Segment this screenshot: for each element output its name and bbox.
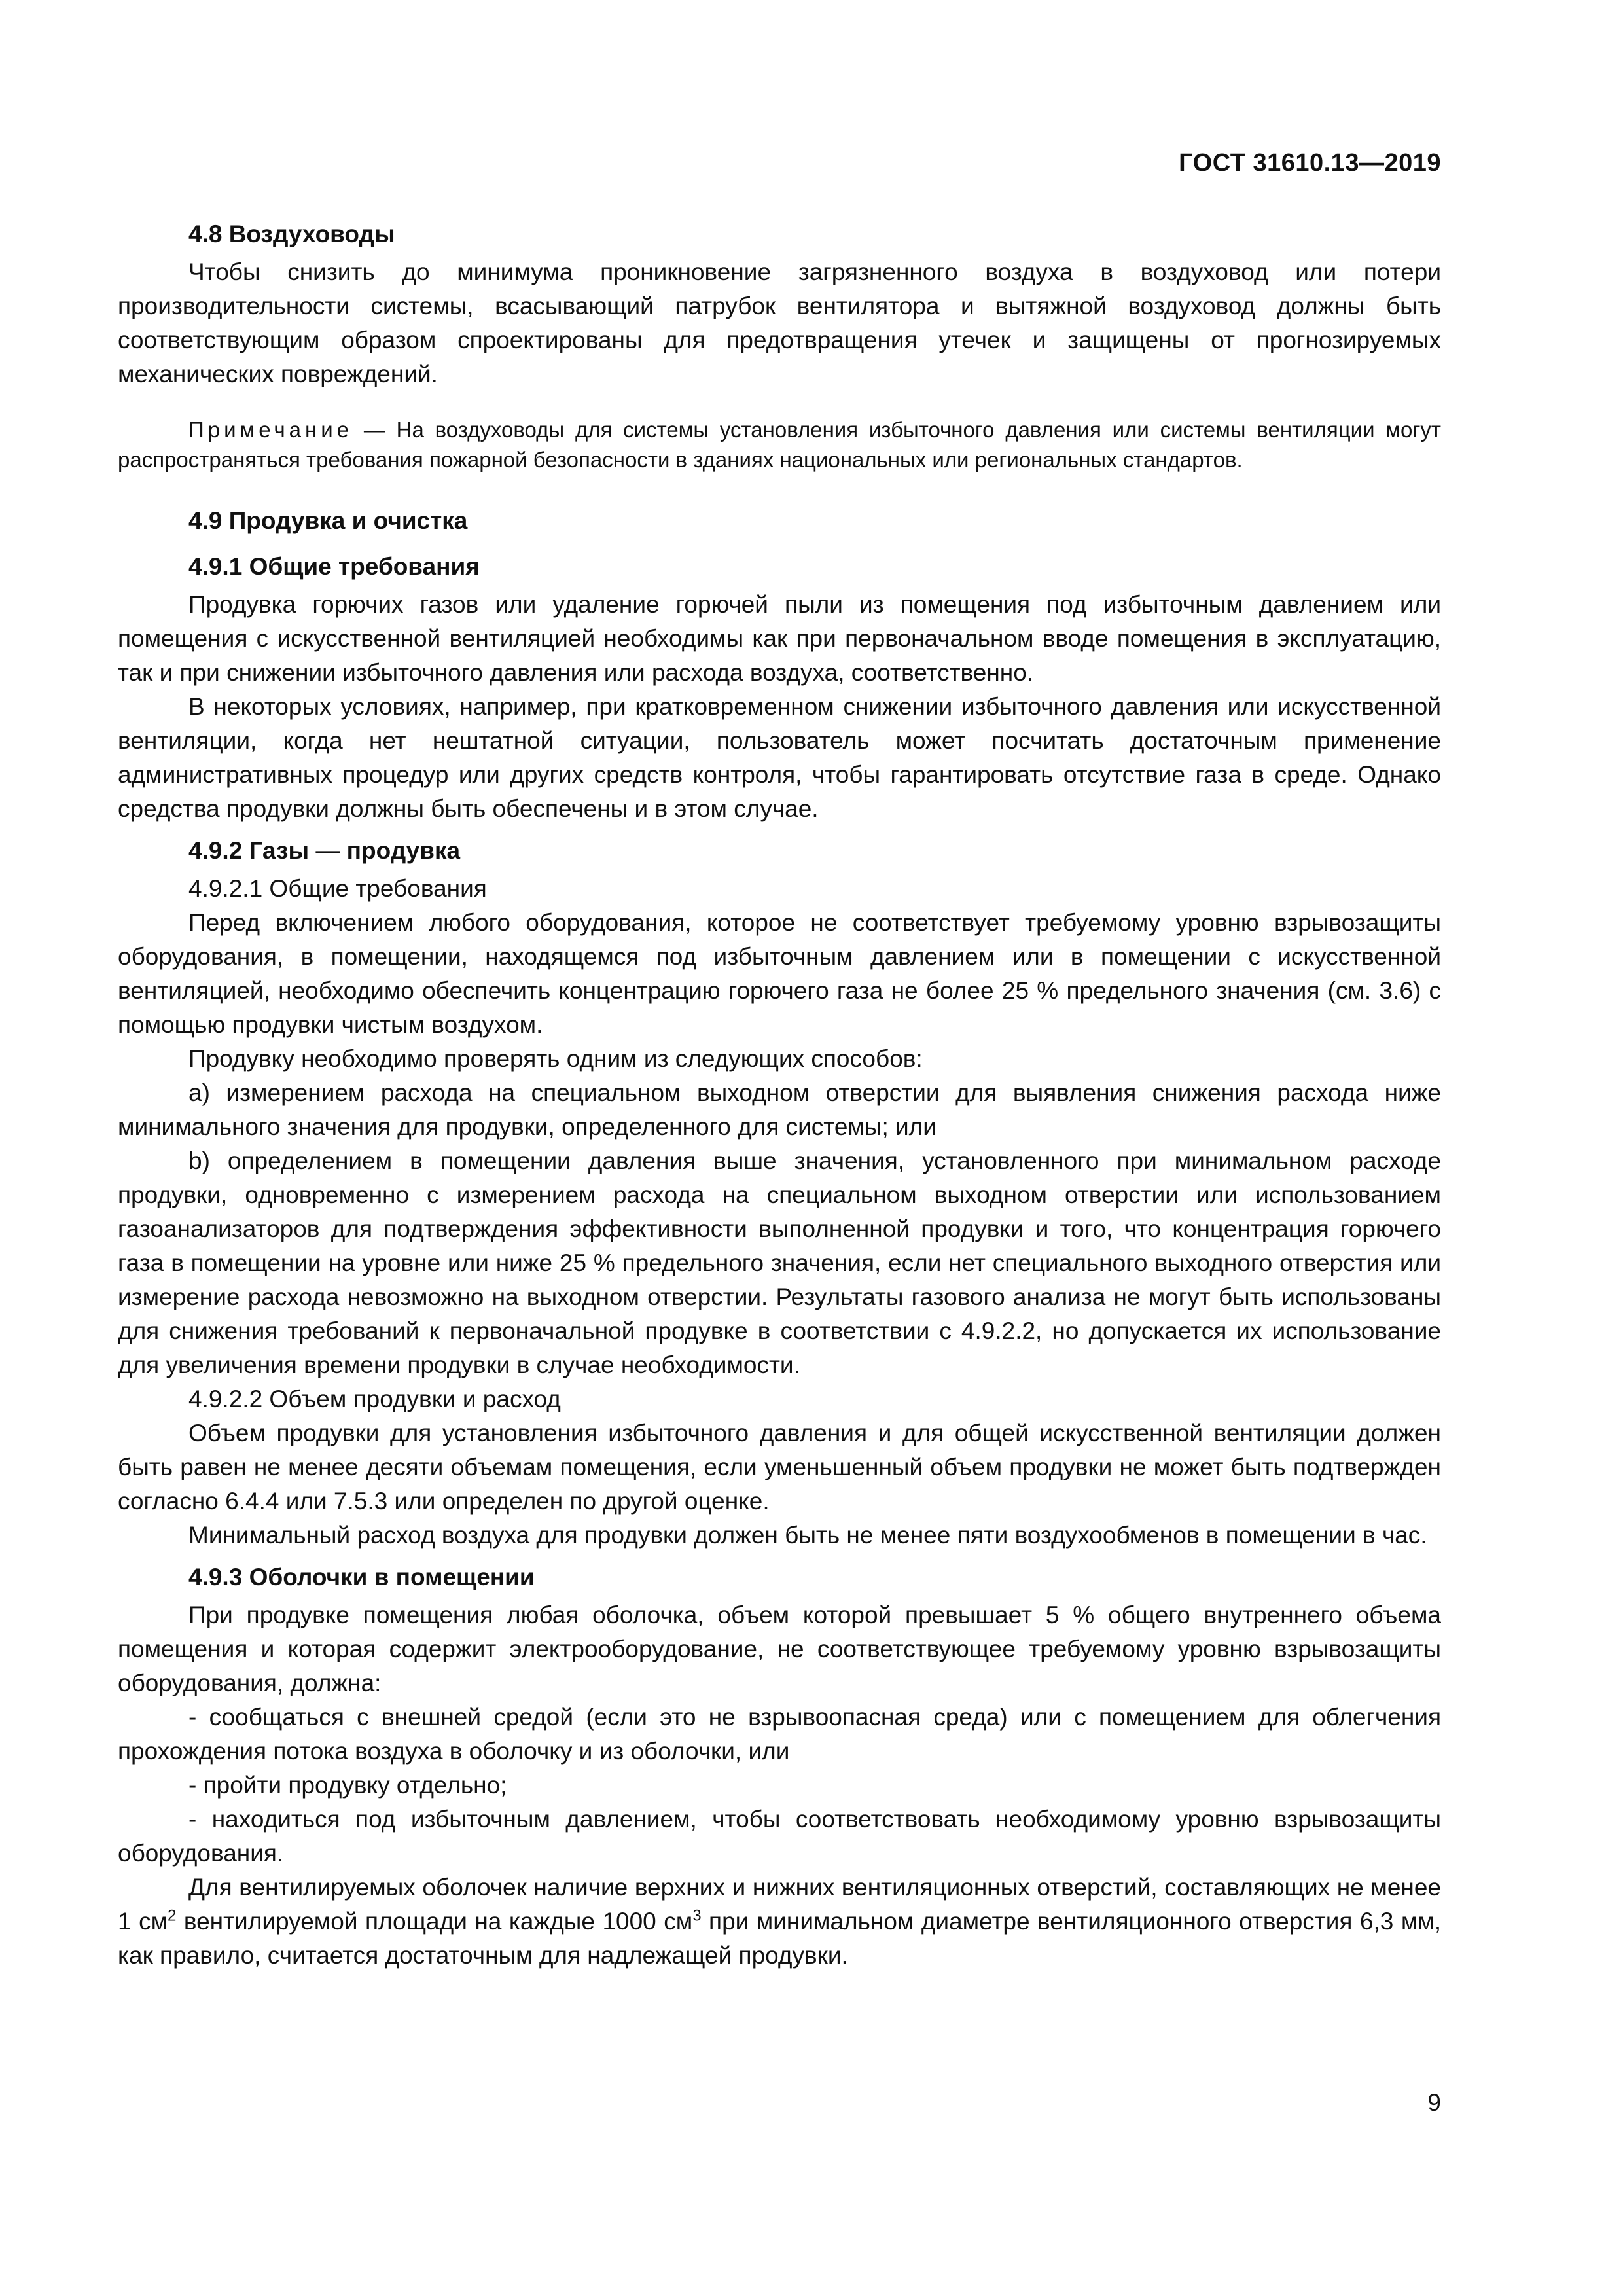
page-content [118,217,1441,1973]
section-4-9-2-2-paragraph-1: Объем продувки для установления избыточного давления и для общей искусственной вентиляции должен быть равен не менее десяти объемам помещения, если уменьшенный объем продувки не может быть подтвержден согласно 6.4.4 или 7.5.3 или определен по другой оценке. [118,1420,1441,1515]
text-run: при минимальном диаметре вентиляционного отверстия 6,3 мм, как правило, считается достаточным для надлежащей продувки. [118,1908,1441,1969]
bullet-item-3: - находиться под избыточным давлением, чтобы соответствовать необходимому уровню взрывозащиты оборудования. [118,1806,1441,1867]
note-paragraph [118,415,1441,475]
section-4-9-1-paragraph-1: Продувка горючих газов или удаление горючей пыли из помещения под избыточным давлением или помещения с искусственной вентиляцией необходимы как при первоначальном вводе помещения в эксплуатацию, так и при снижении избыточного давления или расхода воздуха, соответственно. [118,591,1441,686]
section-4-9-2-title: 4.9.2 Газы — продувка [188,837,461,864]
superscript: 2 [168,1907,177,1925]
section-4-9-2-2-paragraph-2: Минимальный расход воздуха для продувки должен быть не менее пяти воздухообменов в помещении в час. [188,1522,1427,1549]
text-run: Для вентилируемых оболочек наличие верхних и нижних вентиляционных отверстий, составляющих не менее 1 см [118,1874,1441,1935]
section-4-9-3-paragraph-2 [118,1871,1441,1973]
section-4-9-title: 4.9 Продувка и очистка [188,507,468,534]
text-run: вентилируемой площади на каждые 1000 см [176,1908,693,1935]
section-4-8-paragraph: Чтобы снизить до минимума проникновение загрязненного воздуха в воздуховод или потери производительности системы, всасывающий патрубок вентилятора и вытяжной воздуховод должны быть соответствующим образом спроектированы для предотвращения утечек и защищены от прогнозируемых механических повреждений. [118,259,1441,387]
superscript: 3 [692,1907,702,1925]
section-4-9-2-1-paragraph-1: Перед включением любого оборудования, которое не соответствует требуемому уровню взрывозащиты оборудования, в помещении, находящемся под избыточным давлением или в помещении с искусственной вентиляцией, необходимо обеспечить концентрацию горючего газа не более 25 % предельного значения (см. 3.6) с помощью продувки чистым воздухом. [118,909,1441,1038]
bullet-item-2: - пройти продувку отдельно; [188,1772,507,1799]
section-4-9-1-paragraph-2: В некоторых условиях, например, при кратковременном снижении избыточного давления или искусственной вентиляции, когда нет нештатной ситуации, пользователь может посчитать достаточным применение административных процедур или других средств контроля, чтобы гарантировать отсутствие газа в среде. Однако средства продувки должны быть обеспечены и в этом случае. [118,693,1441,822]
section-4-9-2-1-title: 4.9.2.1 Общие требования [188,875,487,902]
section-4-9-2-2-title: 4.9.2.2 Объем продувки и расход [188,1386,561,1412]
section-4-8-title: 4.8 Воздуховоды [188,221,395,247]
section-4-9-3-title: 4.9.3 Оболочки в помещении [188,1564,535,1590]
list-item-a: a) измерением расхода на специальном выходном отверстии для выявления снижения расхода ниже минимального значения для продувки, определенного для системы; или [118,1079,1441,1140]
list-item-b: b) определением в помещении давления выше значения, установленного при минимальном расходе продувки, одновременно с измерением расхода на специальном выходном отверстии или использованием газоанализаторов для подтверждения эффективности выполненной продувки и того, что концентрация горючего газа в помещении на уровне или ниже 25 % предельного значения, если нет специального выходного отверстия или измерение расхода невозможно на выходном отверстии. Результаты газового анализа не могут быть использованы для снижения требований к первоначальной продувке в соответствии с 4.9.2.2, но допускается их использование для увеличения времени продувки в случае необходимости. [118,1147,1441,1378]
page-number: 9 [1427,2089,1441,2116]
bullet-item-1: - сообщаться с внешней средой (если это не взрывоопасная среда) или с помещением для облегчения прохождения потока воздуха в оболочку и из оболочки, или [118,1704,1441,1765]
section-4-9-2-1-paragraph-2: Продувку необходимо проверять одним из следующих способов: [188,1045,923,1072]
section-4-9-1-title: 4.9.1 Общие требования [188,553,480,580]
section-4-9-3-paragraph-1: При продувке помещения любая оболочка, объем которой превышает 5 % общего внутреннего объема помещения и которая содержит электрооборудование, не соответствующее требуемому уровню взрывозащиты оборудования, должна: [118,1602,1441,1696]
note-label: Примечание [188,418,353,442]
note-text: — На воздуховоды для системы установления избыточного давления или системы вентиляции могут распространяться требования пожарной безопасности в зданиях национальных или региональных стандартов. [118,418,1441,472]
document-header-standard: ГОСТ 31610.13—2019 [1179,149,1441,177]
